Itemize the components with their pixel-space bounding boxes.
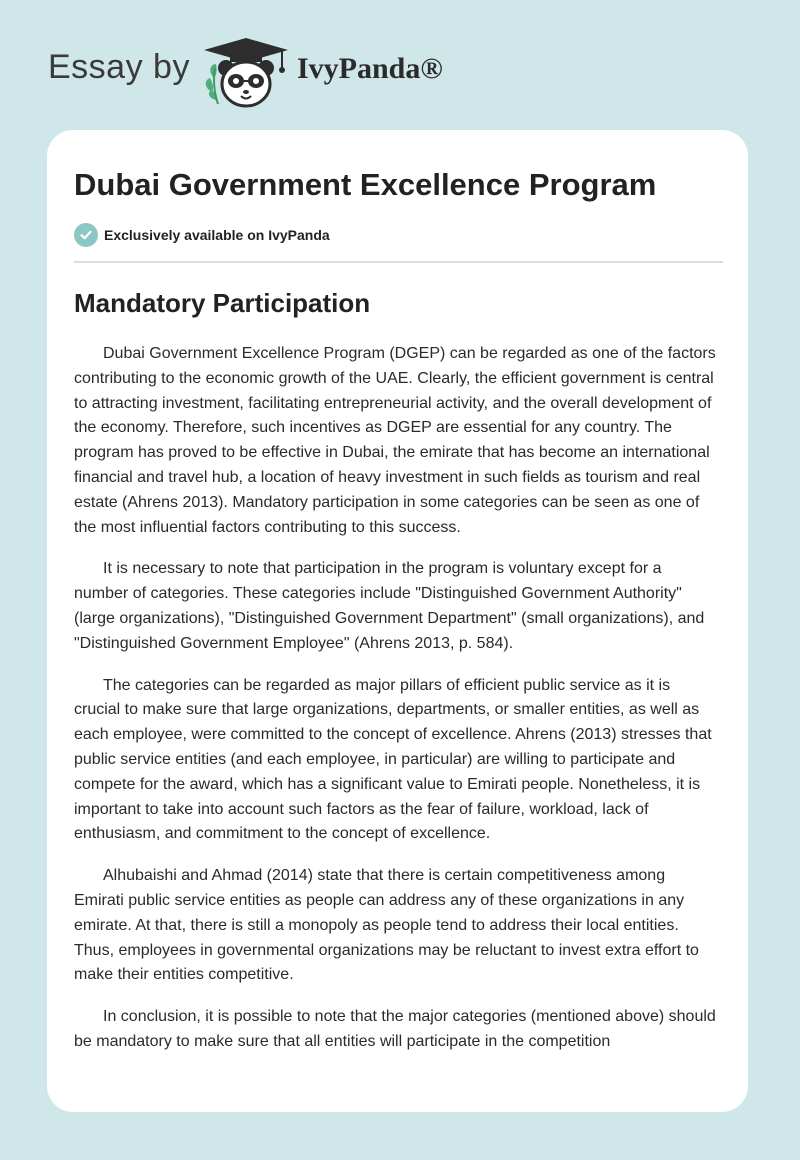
check-icon (74, 223, 98, 247)
brand-prefix: Essay by (48, 48, 190, 86)
brand-name[interactable]: IvyPanda® (297, 52, 443, 85)
paragraph: The categories can be regarded as major pillars of efficient public service as it is crucial to make sure that large organizations, departments, or smaller entities, as well as each employee, were committed to the concept of excellence. Ahrens (2013) stresses that public service entities (and each employee, in particular) are willing to participate and compete for the award, which has a significant value to Emirati people. Nonetheless, it is important to take into account such factors as the fear of failure, workload, lack of enthusiasm, and commitment to the concept of excellence. (74, 676, 712, 843)
page-title: Dubai Government Excellence Program (74, 167, 657, 202)
article-card (47, 130, 748, 1112)
site-header (0, 0, 800, 130)
paragraph: Alhubaishi and Ahmad (2014) state that there is certain competitiveness among Emirati public service entities as people can address any of these organizations in any emirate. At that, there is still a monopoly as people tend to address their local entities. Thus, employees in governmental organizations may be reluctant to invest extra effort to make their entities competitive. (74, 867, 699, 984)
section-heading: Mandatory Participation (74, 288, 371, 318)
exclusive-badge (74, 222, 330, 248)
panda-graduate-icon[interactable] (198, 34, 294, 110)
article-body (74, 342, 719, 1072)
paragraph: In conclusion, it is possible to note that the major categories (mentioned above) should be mandatory to make sure that all entities will participate in the competition (74, 1008, 716, 1050)
paragraph: Dubai Government Excellence Program (DGEP) can be regarded as one of the factors contributing to the economic growth of the UAE. Clearly, the efficient government is central to attracting investment, facilitating entrepreneurial activity, and the overall development of the economy. Therefore, such incentives as DGEP are essential for any country. The program has proved to be effective in Dubai, the emirate that has become an international financial and travel hub, a location of heavy investment in such fields as tourism and real estate (Ahrens 2013). Mandatory participation in some categories can be seen as one of the most influential factors contributing to this success. (74, 345, 716, 536)
divider (74, 261, 723, 263)
badge-label: Exclusively available on IvyPanda (104, 227, 330, 243)
paragraph: It is necessary to note that participation in the program is voluntary except for a number of categories. These categories include "Distinguished Government Authority" (large organizations), "Distinguished Government Department" (small organizations), and "Distinguished Government Employee" (Ahrens 2013, p. 584). (74, 560, 705, 652)
